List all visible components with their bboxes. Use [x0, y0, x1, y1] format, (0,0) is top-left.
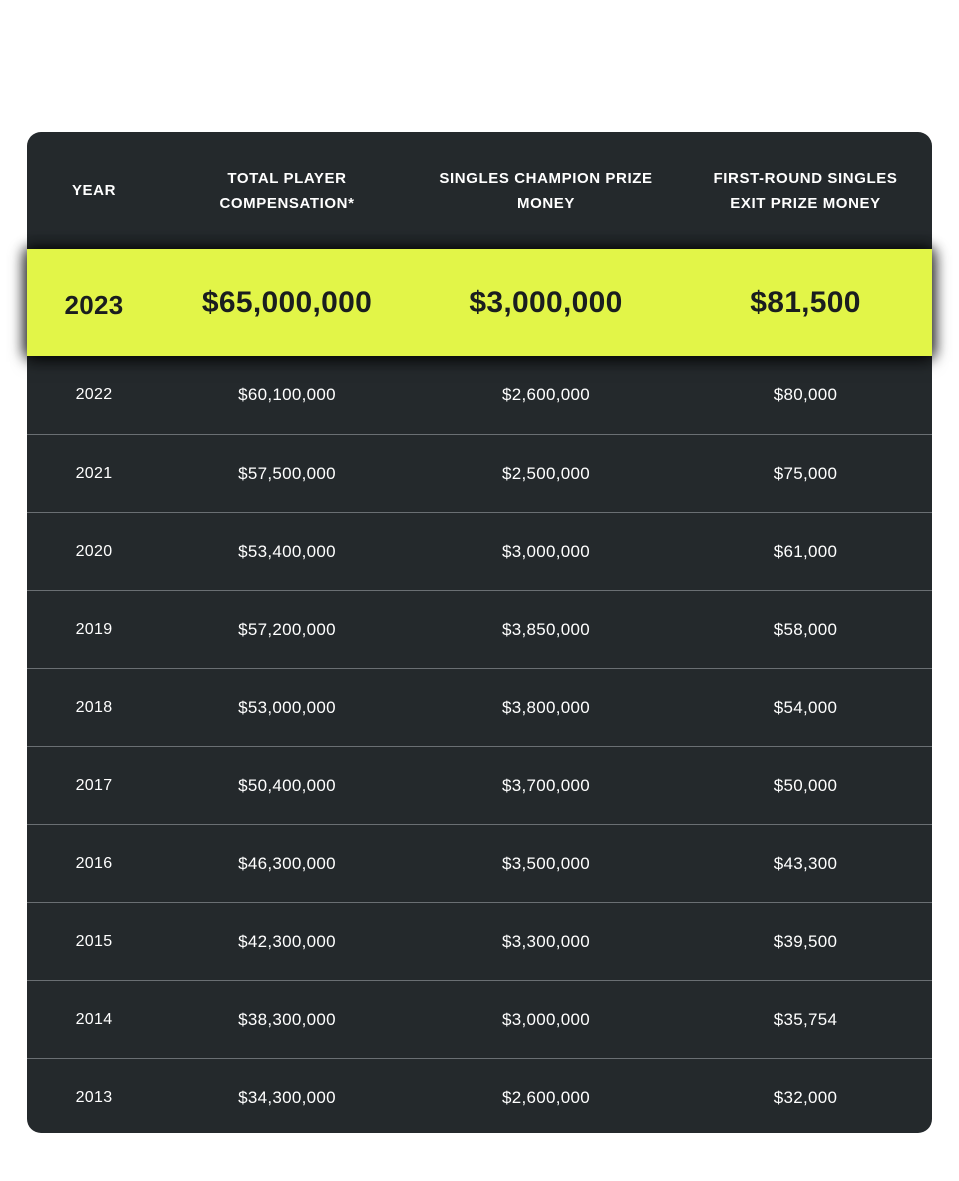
cell-champion-prize: $3,000,000	[469, 285, 623, 319]
header-total-player-compensation: TOTAL PLAYER COMPENSATION*	[219, 169, 355, 212]
table-row	[27, 512, 932, 590]
table-row-highlighted	[27, 249, 932, 356]
prize-money-table	[27, 132, 932, 1133]
cell-champion-prize: $2,600,000	[501, 1087, 591, 1107]
cell-champion-prize: $3,850,000	[501, 619, 591, 639]
cell-champion-prize: $3,700,000	[501, 775, 591, 795]
header-singles-champion-prize-money: SINGLES CHAMPION PRIZE MONEY	[439, 169, 653, 212]
cell-total-compensation: $46,300,000	[238, 853, 336, 873]
cell-first-round-prize: $54,000	[773, 697, 838, 717]
cell-champion-prize: $2,600,000	[501, 385, 591, 404]
cell-total-compensation: $34,300,000	[238, 1087, 336, 1107]
cell-total-compensation: $50,400,000	[238, 775, 336, 795]
cell-year: 2014	[75, 1010, 113, 1028]
cell-year: 2015	[75, 932, 113, 950]
table-row	[27, 434, 932, 512]
cell-first-round-prize: $32,000	[773, 1087, 838, 1107]
cell-year: 2023	[64, 290, 124, 320]
cell-first-round-prize: $81,500	[750, 285, 861, 319]
cell-total-compensation: $60,100,000	[238, 385, 336, 404]
cell-year: 2013	[75, 1088, 113, 1106]
header-first-round-exit-prize-money: FIRST-ROUND SINGLES EXIT PRIZE MONEY	[713, 169, 898, 212]
cell-champion-prize: $3,300,000	[501, 931, 591, 951]
cell-champion-prize: $2,500,000	[501, 463, 591, 483]
table-row	[27, 668, 932, 746]
cell-total-compensation: $42,300,000	[238, 931, 336, 951]
table-header-row	[27, 132, 932, 249]
cell-total-compensation: $57,500,000	[238, 463, 336, 483]
cell-year: 2021	[75, 464, 113, 482]
table-row	[27, 590, 932, 668]
cell-total-compensation: $57,200,000	[238, 619, 336, 639]
cell-year: 2017	[75, 776, 113, 794]
header-year: YEAR	[71, 182, 117, 199]
cell-year: 2016	[75, 854, 113, 872]
cell-total-compensation: $38,300,000	[238, 1009, 336, 1029]
table-row	[27, 980, 932, 1058]
cell-total-compensation: $53,000,000	[238, 697, 336, 717]
cell-total-compensation: $53,400,000	[238, 541, 336, 561]
table-row	[27, 902, 932, 980]
table-row	[27, 746, 932, 824]
cell-first-round-prize: $50,000	[773, 775, 838, 795]
cell-first-round-prize: $75,000	[773, 463, 838, 483]
cell-year: 2022	[75, 386, 113, 403]
cell-champion-prize: $3,000,000	[501, 1009, 591, 1029]
cell-first-round-prize: $58,000	[773, 619, 838, 639]
cell-year: 2019	[75, 620, 113, 638]
cell-first-round-prize: $35,754	[773, 1009, 838, 1029]
cell-year: 2018	[75, 698, 113, 716]
table-row	[27, 1058, 932, 1136]
cell-champion-prize: $3,500,000	[501, 853, 591, 873]
cell-champion-prize: $3,800,000	[501, 697, 591, 717]
cell-champion-prize: $3,000,000	[501, 541, 591, 561]
cell-first-round-prize: $39,500	[773, 931, 838, 951]
cell-first-round-prize: $43,300	[773, 853, 838, 873]
table-row	[27, 824, 932, 902]
cell-year: 2020	[75, 542, 113, 560]
cell-total-compensation: $65,000,000	[201, 285, 373, 319]
table-row	[27, 356, 932, 434]
cell-first-round-prize: $61,000	[773, 541, 838, 561]
cell-first-round-prize: $80,000	[773, 385, 838, 404]
